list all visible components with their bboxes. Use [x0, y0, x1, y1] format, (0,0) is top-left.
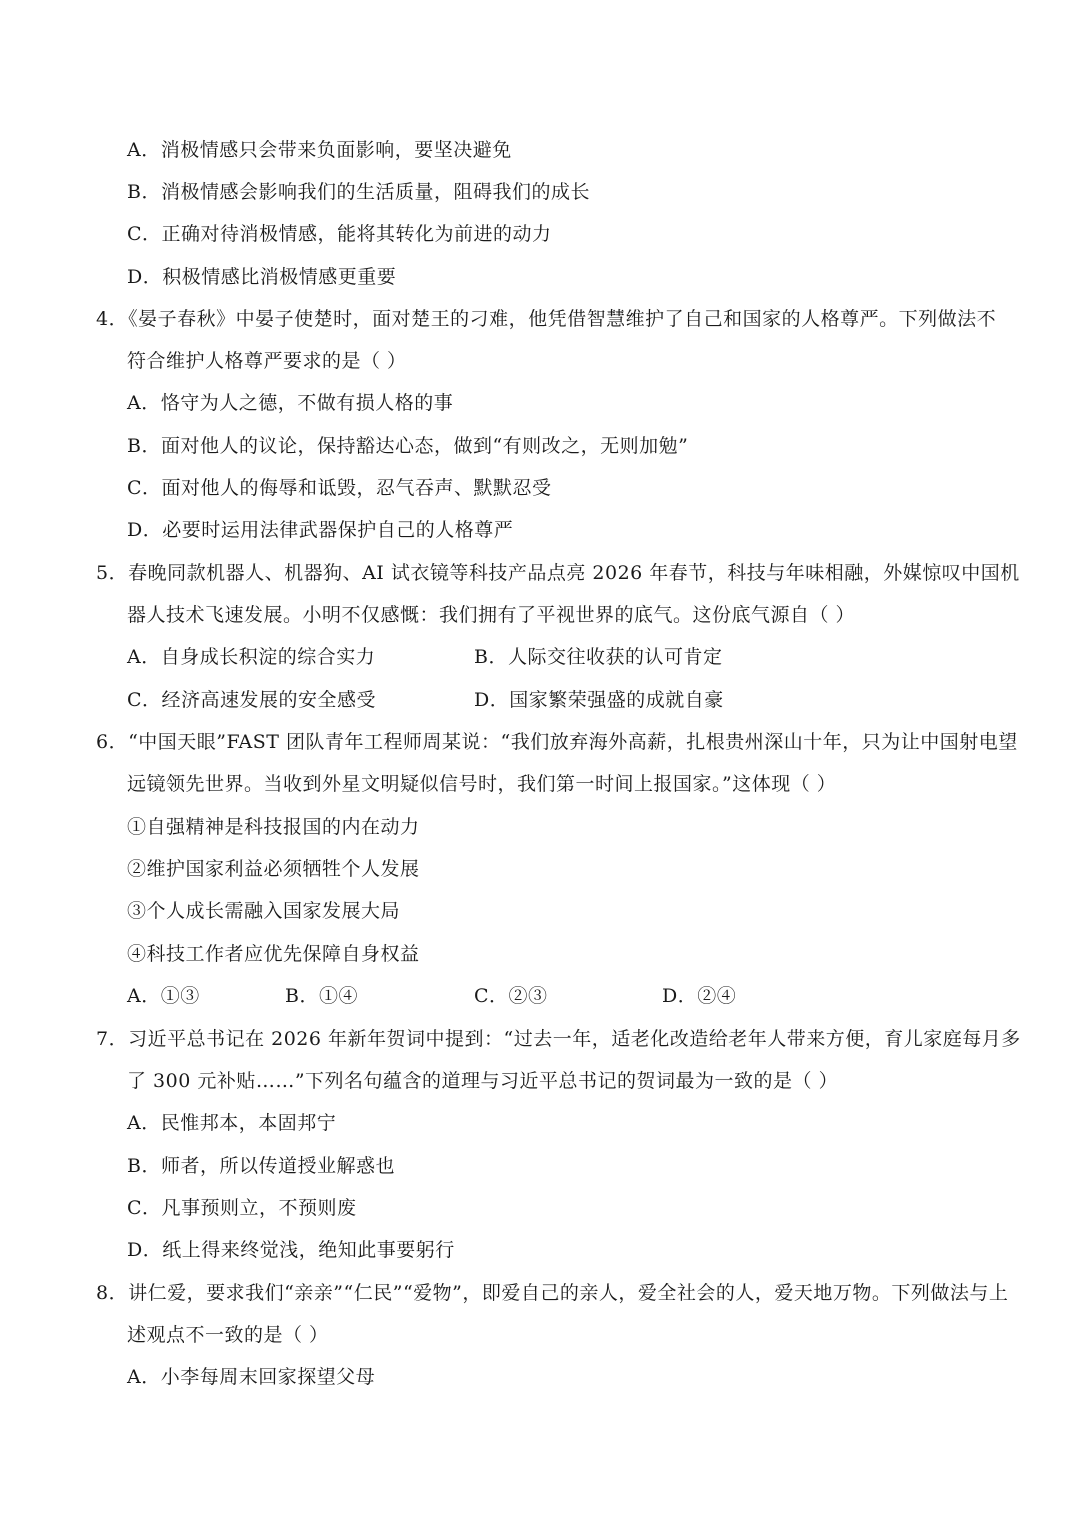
q4-option-b: B．面对他人的议论，保持豁达心态，做到“有则改之，无则加勉” [127, 435, 689, 457]
q6-statement-2: ②维护国家利益必须牺牲个人发展 [127, 858, 420, 880]
q6-statement-4: ④科技工作者应优先保障自身权益 [127, 943, 420, 965]
q6-statement-3: ③个人成长需融入国家发展大局 [127, 900, 401, 922]
q5-option-b: B．人际交往收获的认可肯定 [474, 646, 723, 668]
q4-stem-line2: 符合维护人格尊严要求的是（ ） [127, 350, 407, 372]
q8-stem-line2: 述观点不一致的是（ ） [127, 1324, 329, 1346]
q5-stem-line2: 器人技术飞速发展。小明不仅感慨：我们拥有了平视世界的底气。这份底气源自（ ） [127, 604, 856, 626]
q4-option-c: C．面对他人的侮辱和诋毁，忍气吞声、默默忍受 [127, 477, 552, 499]
q4-stem-line1: 4．《晏子春秋》中晏子使楚时，面对楚王的刁难，他凭借智慧维护了自己和国家的人格尊严。下列做法不 [96, 308, 997, 330]
q7-option-b: B．师者，所以传道授业解惑也 [127, 1155, 395, 1177]
q3-option-a: A．消极情感只会带来负面影响，要坚决避免 [127, 139, 512, 161]
q4-option-a: A．恪守为人之德，不做有损人格的事 [127, 392, 454, 414]
q5-stem-line1: 5．春晚同款机器人、机器狗、AI 试衣镜等科技产品点亮 2026 年春节，科技与年味相融，外媒惊叹中国机 [96, 562, 1020, 584]
q6-option-c: C．②③ [474, 985, 548, 1007]
q6-stem-line1: 6．“中国天眼”FAST 团队青年工程师周某说：“我们放弃海外高薪，扎根贵州深山十年，只为让中国射电望 [96, 731, 1018, 753]
q5-option-c: C．经济高速发展的安全感受 [127, 689, 377, 711]
q7-option-d: D．纸上得来终觉浅，绝知此事要躬行 [127, 1239, 455, 1261]
q5-option-a: A．自身成长积淀的综合实力 [127, 646, 376, 668]
q6-statement-1: ①自强精神是科技报国的内在动力 [127, 816, 420, 838]
q4-option-d: D．必要时运用法律武器保护自己的人格尊严 [127, 519, 514, 541]
q8-stem-line1: 8．讲仁爱，要求我们“亲亲”“仁民”“爱物”，即爱自己的亲人，爱全社会的人，爱天地万物。下列做法与上 [96, 1282, 1009, 1304]
q6-option-d: D．②④ [662, 985, 737, 1007]
q6-option-b: B．①④ [285, 985, 358, 1007]
q7-stem-line1: 7．习近平总书记在 2026 年新年贺词中提到：“过去一年，适老化改造给老年人带来方便，育儿家庭每月多 [96, 1028, 1021, 1050]
q3-option-d: D．积极情感比消极情感更重要 [127, 266, 397, 288]
q3-option-b: B．消极情感会影响我们的生活质量，阻碍我们的成长 [127, 181, 590, 203]
q7-option-a: A．民惟邦本，本固邦宁 [127, 1112, 337, 1134]
q7-stem-line2: 了 300 元补贴……”下列名句蕴含的道理与习近平总书记的贺词最为一致的是（ ） [127, 1070, 839, 1092]
q6-stem-line2: 远镜领先世界。当收到外星文明疑似信号时，我们第一时间上报国家。”这体现（ ） [127, 773, 837, 795]
q3-option-c: C．正确对待消极情感，能将其转化为前进的动力 [127, 223, 552, 245]
q5-option-d: D．国家繁荣强盛的成就自豪 [474, 689, 724, 711]
q6-option-a: A．①③ [127, 985, 200, 1007]
q8-option-a: A．小李每周末回家探望父母 [127, 1366, 376, 1388]
q7-option-c: C．凡事预则立，不预则废 [127, 1197, 357, 1219]
